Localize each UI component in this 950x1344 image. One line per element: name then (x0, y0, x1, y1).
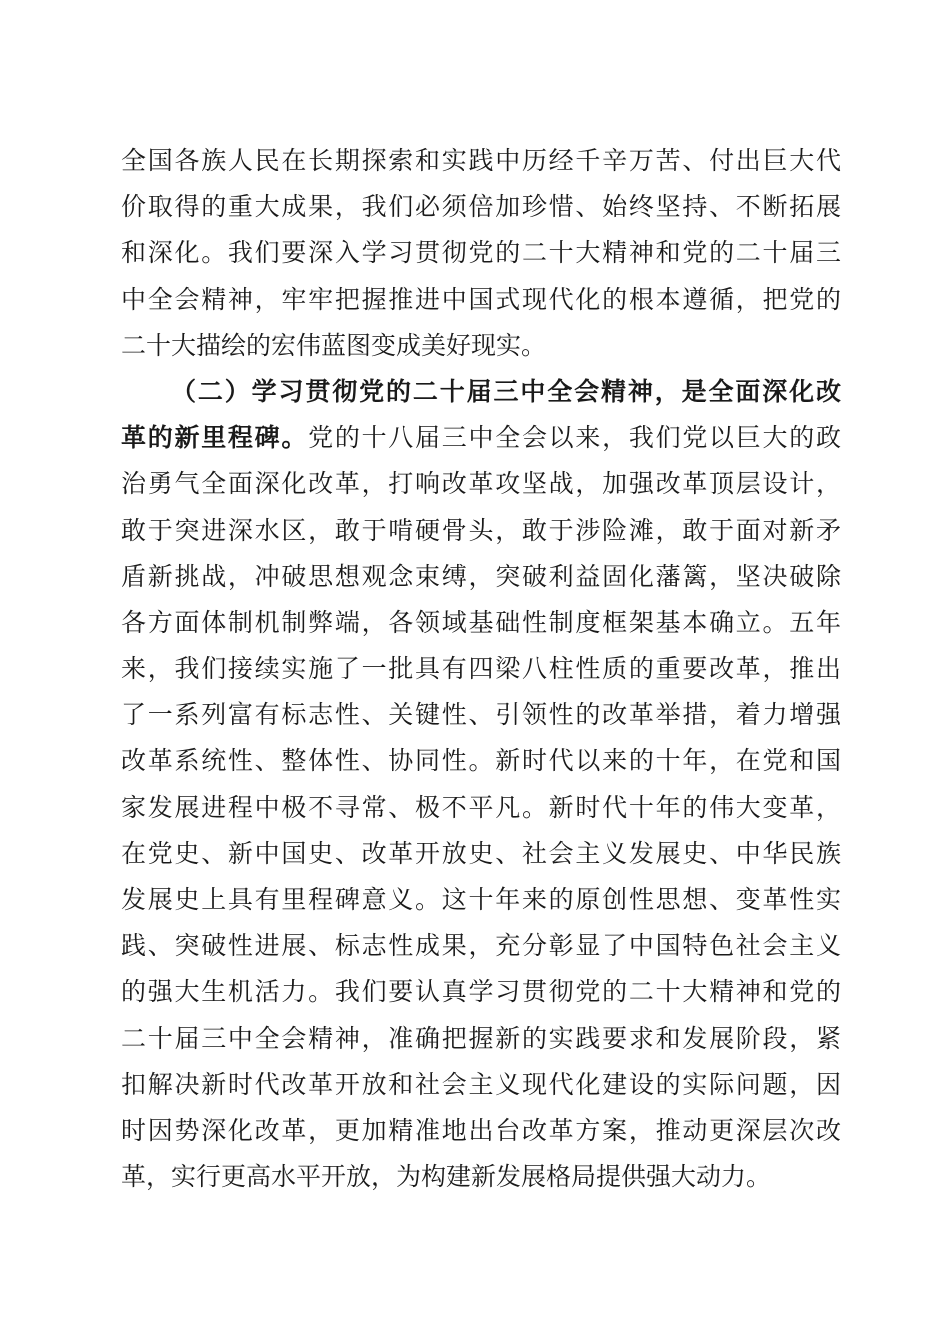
text-line: 二十届三中全会精神，准确把握新的实践要求和发展阶段，紧 (121, 1023, 841, 1053)
text-line: 中全会精神，牢牢把握推进中国式现代化的根本遵循，把党的 (121, 284, 841, 314)
text-line: 全国各族人民在长期探索和实践中历经千辛万苦、付出巨大代 (121, 146, 841, 175)
paragraph-1 (121, 138, 841, 369)
text-line: 践、突破性进展、标志性成果，充分彰显了中国特色社会主义 (121, 931, 841, 961)
text-line: 了一系列富有标志性、关键性、引领性的改革举措，着力增强 (121, 700, 841, 730)
body-text (121, 138, 841, 1200)
paragraph-2 (121, 369, 841, 1200)
text-line: 敢于突进深水区，敢于啃硬骨头，敢于涉险滩，敢于面对新矛 (121, 515, 841, 545)
text-line: 各方面体制机制弊端，各领域基础性制度框架基本确立。五年 (121, 607, 841, 637)
text-line: 改革系统性、整体性、协同性。新时代以来的十年，在党和国 (121, 746, 841, 776)
section-heading: （二）学习贯彻党的二十届三中全会精神，是全面深化改 (171, 376, 841, 406)
text-line: 和深化。我们要深入学习贯彻党的二十大精神和党的二十届三 (121, 238, 841, 268)
text-line: 时因势深化改革，更加精准地出台改革方案，推动更深层次改 (121, 1115, 841, 1145)
text-line: 二十大描绘的宏伟蓝图变成美好现实。 (121, 330, 547, 360)
text-line: 扣解决新时代改革开放和社会主义现代化建设的实际问题，因 (121, 1069, 841, 1099)
section-heading-continued: 革的新里程碑。 (121, 423, 309, 453)
text-line (121, 415, 841, 461)
text-line: 革，实行更高水平开放，为构建新发展格局提供强大动力。 (121, 1162, 772, 1192)
text-line: 盾新挑战，冲破思想观念束缚，突破利益固化藩篱，坚决破除 (121, 561, 841, 591)
text-line: 治勇气全面深化改革，打响改革攻坚战，加强改革顶层设计， (121, 469, 841, 499)
text-line: 价取得的重大成果，我们必须倍加珍惜、始终坚持、不断拓展 (121, 192, 841, 222)
text-line: 的强大生机活力。我们要认真学习贯彻党的二十大精神和党的 (121, 977, 841, 1007)
text-line: 家发展进程中极不寻常、极不平凡。新时代十年的伟大变革， (121, 792, 841, 822)
text-line: 来，我们接续实施了一批具有四梁八柱性质的重要改革，推出 (121, 654, 841, 684)
text-line: 发展史上具有里程碑意义。这十年来的原创性思想、变革性实 (121, 885, 841, 914)
text-line: 在党史、新中国史、改革开放史、社会主义发展史、中华民族 (121, 838, 841, 868)
text-line-rest: 党的十八届三中全会以来，我们党以巨大的政 (308, 423, 841, 453)
